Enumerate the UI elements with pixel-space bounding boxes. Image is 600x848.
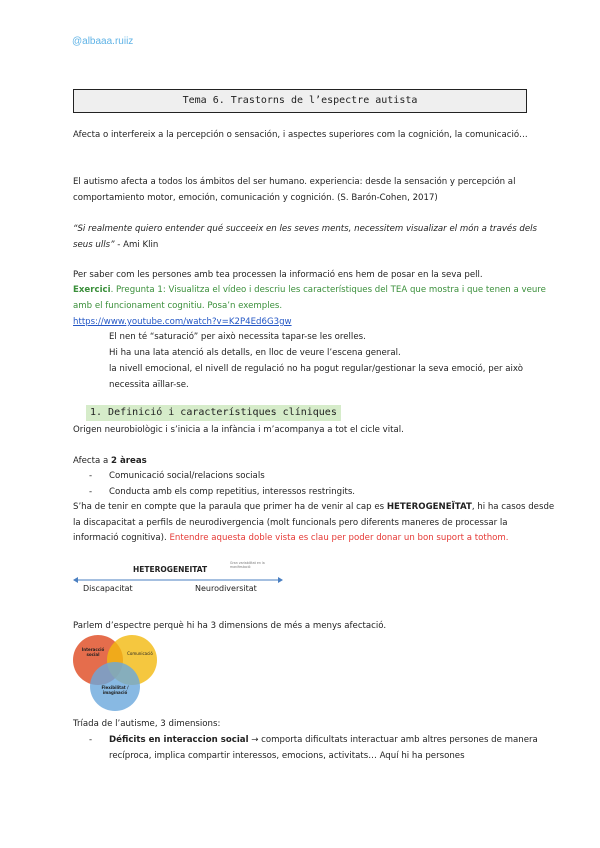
autism-paragraph: El autismo afecta a todos los ámbitos del ser humano. experiencia: desde la sensación y percepción al comportamiento motor, emoción, comunicación y cognición. (S. Barón-Cohen, 2017)	[73, 177, 516, 203]
heterogeneity-paragraph	[73, 500, 555, 547]
quote-author: - Ami Klin	[114, 239, 159, 250]
het-red: Entendre aquesta doble vista es clau per poder donar un bon suport a tothom.	[166, 533, 509, 543]
origin-paragraph: Origen neurobiològic i s’inicia a la infància i m’acompanya a tot el cicle vital.	[73, 425, 404, 435]
exercise-paragraph	[73, 283, 555, 314]
deficit-bold: Déficits en interaccion social	[109, 735, 249, 745]
intro-paragraph: Afecta o interfereix a la percepción o sensación, i aspectes superiores com la cognición, la comunicació…	[73, 130, 528, 140]
diagram-note: Gran variabilitat en la manifestació	[230, 561, 265, 569]
quote-paragraph	[73, 222, 555, 253]
affects-prefix: Afecta a	[73, 456, 111, 466]
section-heading-1: 1. Definició i característiques clíniques	[86, 405, 341, 421]
deficit-paragraph	[109, 733, 555, 764]
video-link[interactable]: https://www.youtube.com/watch?v=K2P4Ed6G3gw	[73, 317, 292, 327]
venn-label-communication: Comunicació	[127, 651, 153, 656]
area-item-1: Comunicació social/relacions socials	[109, 471, 265, 481]
affects-paragraph	[73, 454, 555, 470]
het-prefix: S’ha de tenir en compte que la paraula que primer ha de venir al cap es	[73, 502, 387, 512]
exercise-label: Exercici	[73, 285, 111, 295]
venn-label-social: Interacció social	[81, 647, 105, 657]
het-text: , hi ha casos desde la discapacitat a perfils de neurodivergencia (molt funcionals pero diferents maneres de processar la informació cognitiva).	[73, 502, 555, 543]
exercise-text: . Pregunta 1: Visualitza el vídeo i descriu les característiques del TEA que mostra i que tenen a veure amb el funcionament cognitiu. Posa’n exemples.	[73, 285, 546, 311]
het-bold: HETEROGENEÏTAT	[386, 502, 472, 512]
spectrum-paragraph: Parlem d’espectre perquè hi ha 3 dimensions de més a menys afectació.	[73, 621, 387, 631]
sub-point-3: la nivell emocional, el nivell de regulació no ha pogut regular/gestionar la seva emoció, per això necessita aïllar-se.	[109, 364, 523, 390]
author-handle: @albaaa.ruiiz	[72, 36, 134, 47]
deficit-text: → comporta dificultats interactuar amb altres persones de manera recíproca, implica compartir interessos, emocions, activitats… Aquí hi ha persones	[109, 735, 538, 761]
info-paragraph: Per saber com les persones amb tea processen la informació ens hem de posar en la seva pell.	[73, 270, 483, 280]
page-title: Tema 6. Trastorns de l’espectre autista	[73, 89, 527, 113]
bullet-dash: -	[89, 735, 93, 745]
bullet-dash: -	[89, 471, 93, 481]
diagram-top-label: HETEROGENEITAT	[133, 565, 208, 574]
triad-paragraph: Tríada de l’autisme, 3 dimensions:	[73, 719, 221, 729]
venn-label-flexibility: Flexibilitat / imaginació	[101, 685, 129, 695]
diagram-left-label: Discapacitat	[83, 584, 133, 593]
video-link-line	[73, 315, 555, 331]
quote-text: “Si realmente quiero entender qué succeeix en les seves ments, necessitem visualizar el món a través dels seus ulls”	[73, 224, 538, 250]
diagram-right-label: Neurodiversitat	[195, 584, 257, 593]
heterogeneity-diagram	[73, 561, 283, 597]
affects-bold: 2 àreas	[110, 456, 147, 466]
area-item-2: Conducta amb els comp repetitius, interessos restringits.	[109, 487, 356, 497]
triad-venn-diagram	[73, 635, 165, 711]
sub-point-2: Hi ha una lata atenció als detalls, en lloc de veure l’escena general.	[109, 348, 401, 358]
bullet-dash: -	[89, 487, 93, 497]
sub-point-1: El nen té “saturació” per això necessita tapar-se les orelles.	[109, 332, 366, 342]
